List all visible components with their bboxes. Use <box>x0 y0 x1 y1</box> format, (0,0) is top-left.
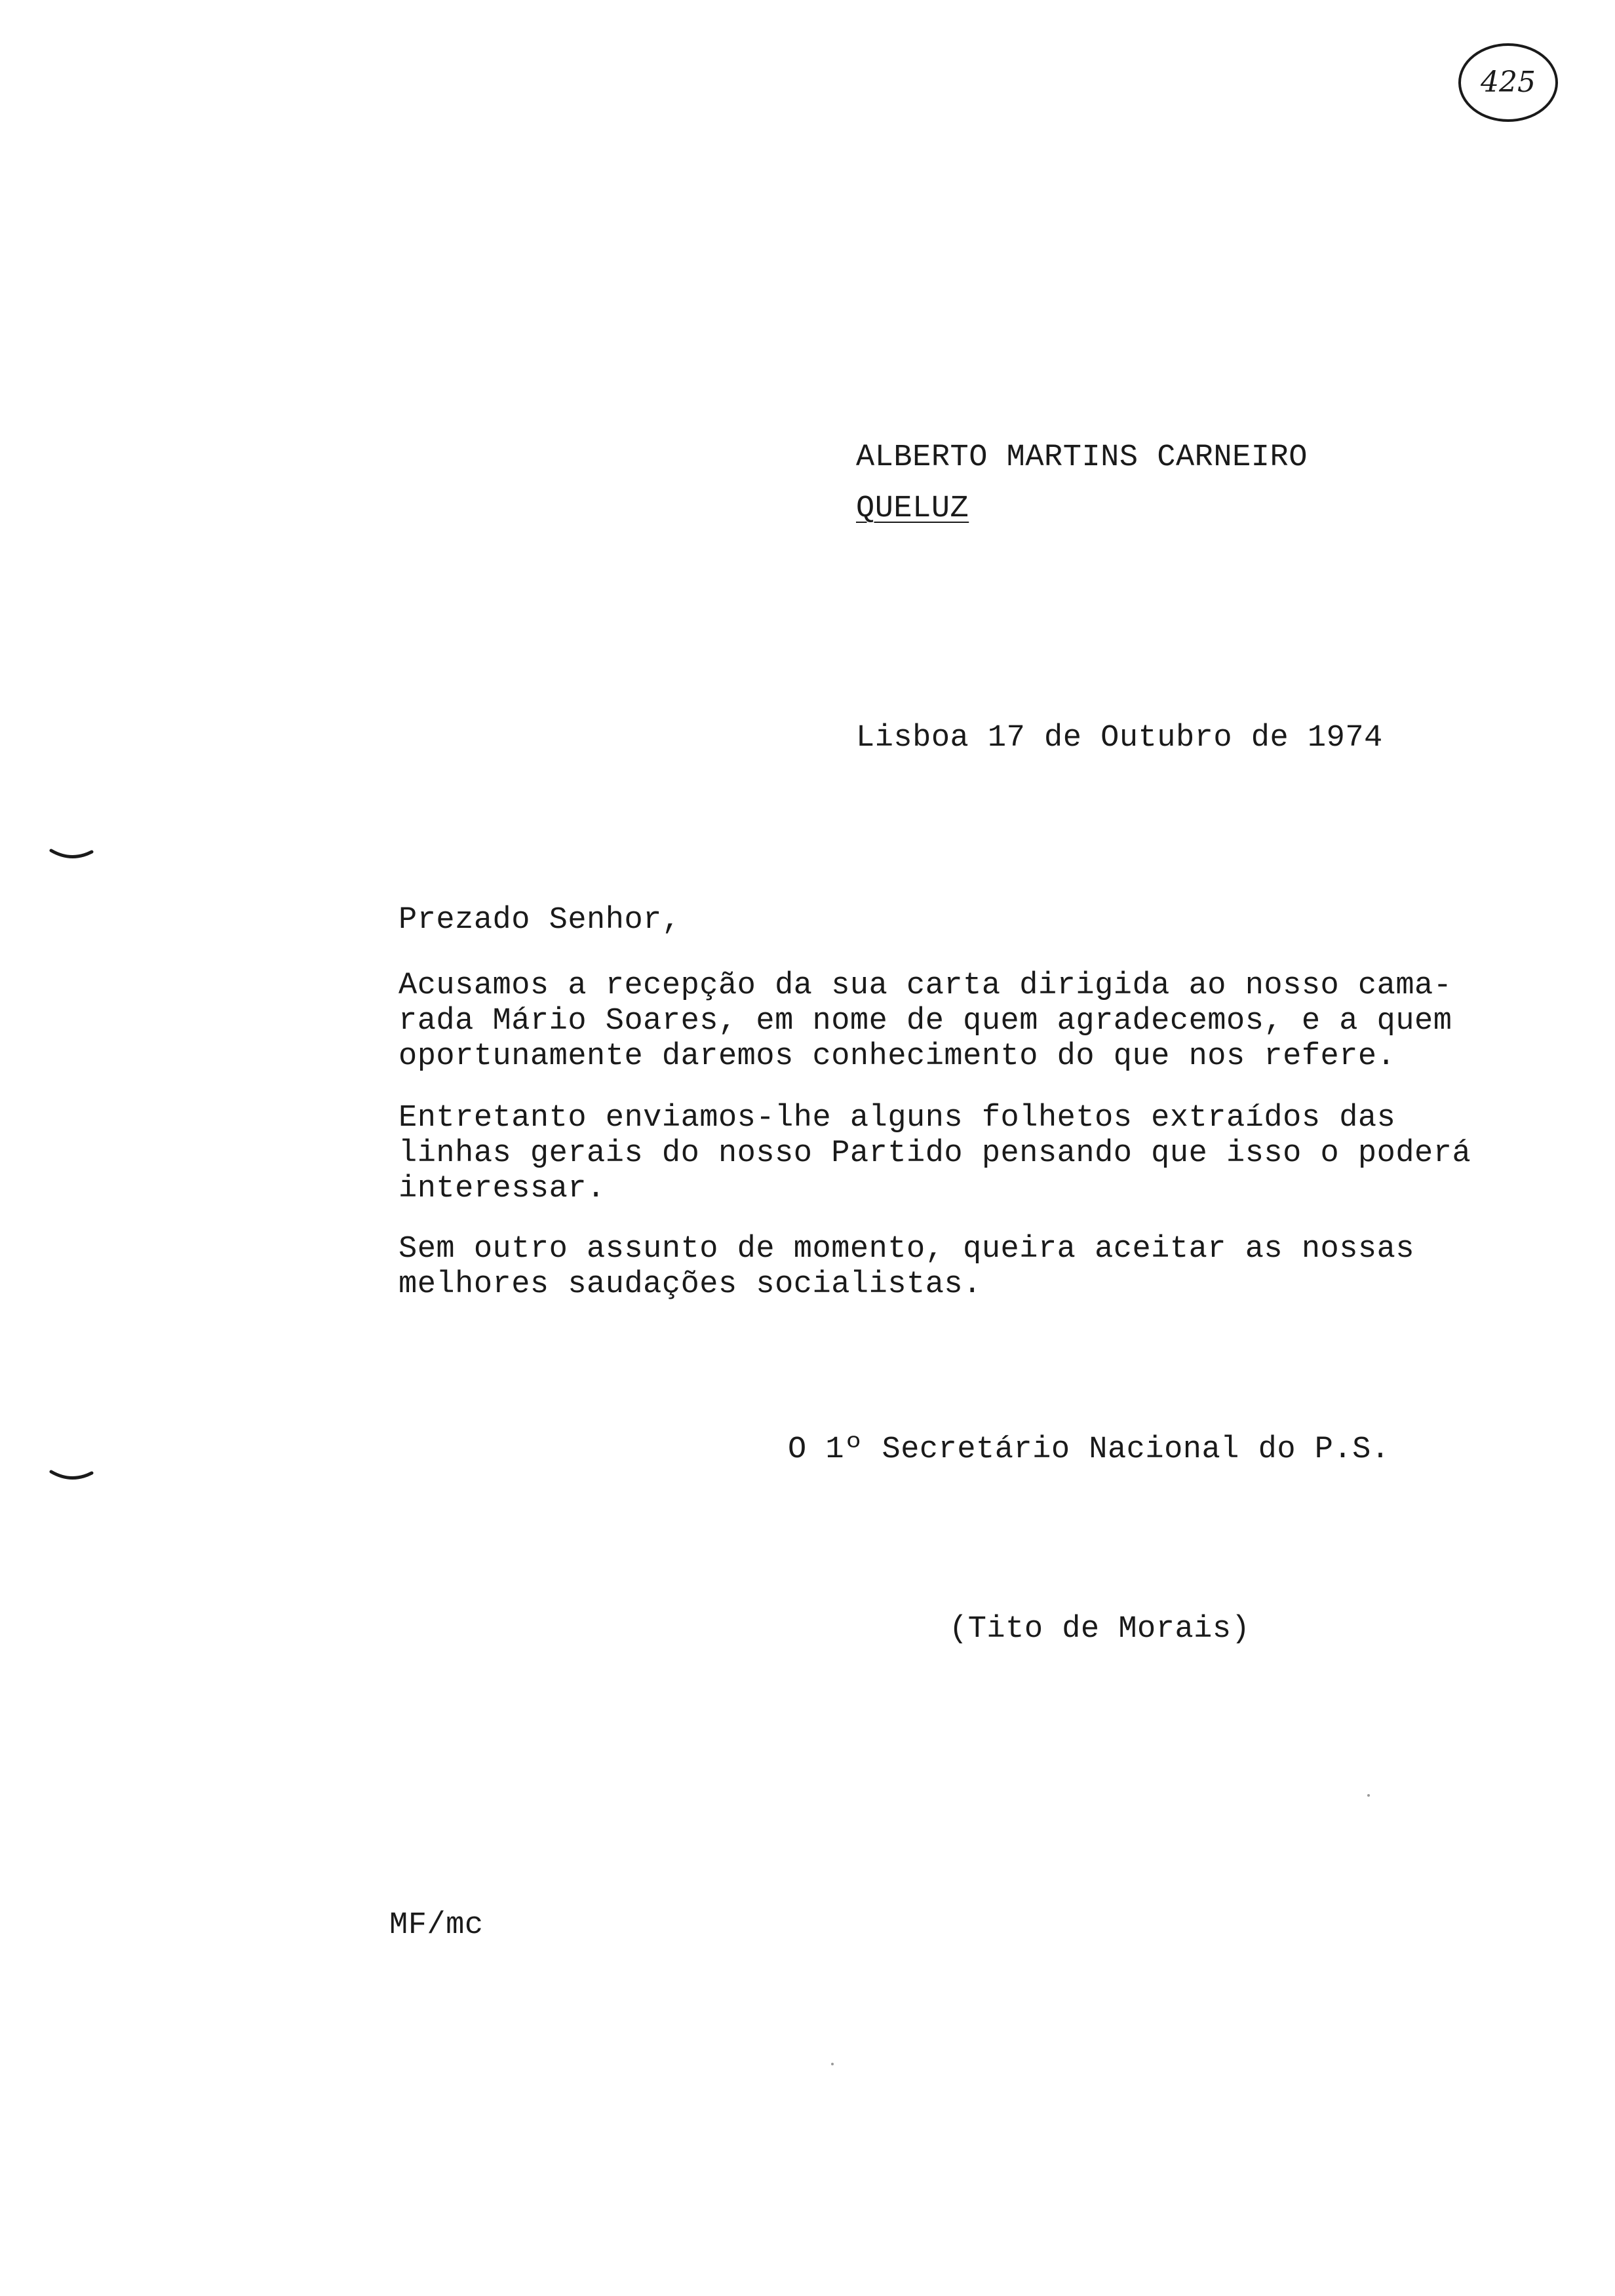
signature-name: (Tito de Morais) <box>949 1612 1251 1647</box>
scan-speck <box>831 2063 834 2065</box>
archive-number-stamp <box>1456 41 1560 124</box>
scan-speck <box>1367 1794 1370 1797</box>
paragraph-closing: Sem outro assunto de momento, queira aceitar as nossas melhores saudações socialistas. <box>399 1232 1415 1302</box>
recipient-name: ALBERTO MARTINS CARNEIRO <box>856 440 1308 475</box>
salutation: Prezado Senhor, <box>399 903 681 938</box>
paragraph-leaflets: Entretanto enviamos-lhe alguns folhetos extraídos das linhas gerais do nosso Partido pensando que isso o poderá interessar. <box>399 1101 1471 1206</box>
reference-initials: MF/mc <box>389 1908 484 1943</box>
punch-mark-top <box>49 845 94 865</box>
recipient-city: QUELUZ <box>856 491 969 526</box>
signature-title: O 1º Secretário Nacional do P.S. <box>788 1432 1390 1467</box>
paragraph-acknowledgement: Acusamos a recepção da sua carta dirigida ao nosso cama- rada Mário Soares, em nome de quem agradecemos, e a quem oportunamente daremos conhecimento do que nos refere. <box>399 968 1452 1074</box>
archive-number-text: 425 <box>1481 66 1536 99</box>
punch-mark-bottom <box>49 1466 94 1486</box>
date-line: Lisboa 17 de Outubro de 1974 <box>856 721 1383 756</box>
